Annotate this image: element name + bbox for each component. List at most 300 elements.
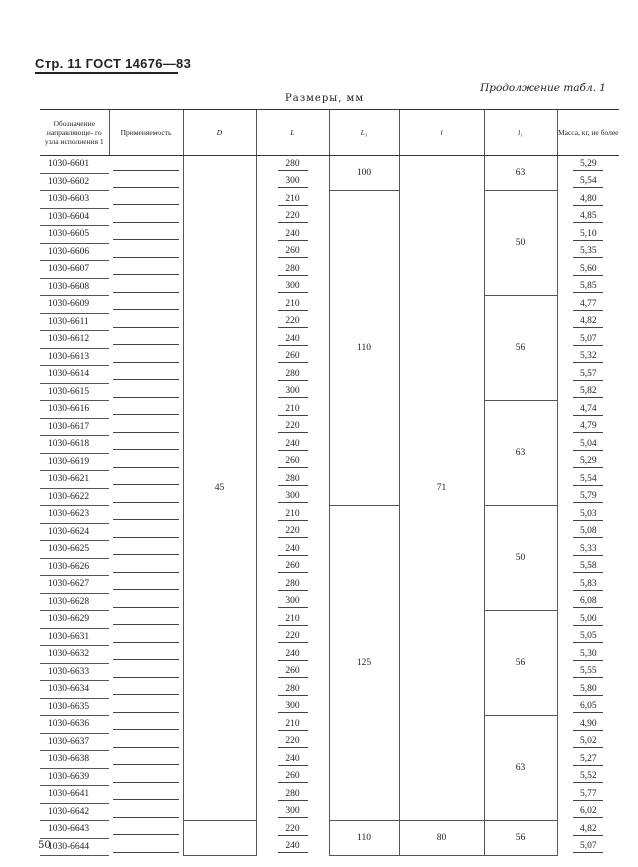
mass-value: 5,08	[573, 525, 603, 538]
application-blank-line	[113, 438, 179, 450]
L-cell	[256, 278, 329, 296]
col-designation: Обозначение направляюще- го узла исполнения 1	[40, 110, 109, 156]
designation-cell: 1030-6631	[40, 628, 109, 646]
L-cell	[256, 173, 329, 191]
L-cell	[256, 331, 329, 349]
application-blank-line	[113, 333, 179, 345]
mass-cell	[557, 576, 619, 594]
designation-cell: 1030-6614	[40, 366, 109, 384]
L-value: 220	[278, 735, 308, 748]
L-value: 240	[278, 438, 308, 451]
mass-value: 5,60	[573, 263, 603, 276]
designation-cell: 1030-6607	[40, 261, 109, 279]
L-cell	[256, 156, 329, 174]
mass-value: 6,02	[573, 805, 603, 818]
L-value: 210	[278, 613, 308, 626]
application-cell	[109, 716, 183, 734]
L-value: 260	[278, 245, 308, 258]
L-cell	[256, 681, 329, 699]
mass-cell	[557, 733, 619, 751]
application-blank-line	[113, 421, 179, 433]
L-value: 260	[278, 560, 308, 573]
mass-cell	[557, 488, 619, 506]
mass-cell	[557, 558, 619, 576]
col-mass: Масса, кг, не более	[557, 110, 619, 156]
mass-value: 5,52	[573, 770, 603, 783]
L-value: 300	[278, 700, 308, 713]
L1-cell: 100	[329, 156, 399, 191]
mass-cell	[557, 821, 619, 839]
mass-value: 5,85	[573, 280, 603, 293]
application-blank-line	[113, 491, 179, 503]
L-value: 280	[278, 683, 308, 696]
application-blank-line	[113, 456, 179, 468]
designation-cell: 1030-6608	[40, 278, 109, 296]
designation-cell: 1030-6625	[40, 541, 109, 559]
L-value: 260	[278, 350, 308, 363]
mass-cell	[557, 506, 619, 524]
mass-cell	[557, 803, 619, 821]
mass-value: 5,10	[573, 228, 603, 241]
L-value: 210	[278, 193, 308, 206]
mass-value: 5,27	[573, 753, 603, 766]
mass-value: 5,03	[573, 508, 603, 521]
application-cell	[109, 313, 183, 331]
designation-cell: 1030-6616	[40, 401, 109, 419]
L-cell	[256, 803, 329, 821]
application-cell	[109, 768, 183, 786]
L-value: 240	[278, 333, 308, 346]
mass-cell	[557, 261, 619, 279]
table-row	[40, 191, 619, 209]
mass-cell	[557, 716, 619, 734]
L-cell	[256, 208, 329, 226]
mass-value: 5,02	[573, 735, 603, 748]
designation-cell: 1030-6624	[40, 523, 109, 541]
l1-cell: 56	[484, 611, 557, 716]
application-cell	[109, 348, 183, 366]
L-cell	[256, 453, 329, 471]
application-blank-line	[113, 613, 179, 625]
mass-cell	[557, 173, 619, 191]
designation-cell: 1030-6635	[40, 698, 109, 716]
mass-cell	[557, 471, 619, 489]
mass-value: 5,57	[573, 368, 603, 381]
L1-cell: 125	[329, 506, 399, 821]
designation-cell: 1030-6628	[40, 593, 109, 611]
L-cell	[256, 786, 329, 804]
L-value: 280	[278, 788, 308, 801]
application-blank-line	[113, 508, 179, 520]
L-value: 280	[278, 368, 308, 381]
L-cell	[256, 226, 329, 244]
mass-value: 5,05	[573, 630, 603, 643]
table-row	[40, 821, 619, 839]
application-blank-line	[113, 403, 179, 415]
L-cell	[256, 401, 329, 419]
mass-cell	[557, 698, 619, 716]
L-cell	[256, 471, 329, 489]
application-blank-line	[113, 631, 179, 643]
mass-cell	[557, 786, 619, 804]
application-blank-line	[113, 176, 179, 188]
mass-cell	[557, 541, 619, 559]
application-cell	[109, 733, 183, 751]
D-cell: 45	[183, 156, 256, 821]
mass-value: 5,54	[573, 473, 603, 486]
application-blank-line	[113, 596, 179, 608]
L-value: 260	[278, 665, 308, 678]
L-cell	[256, 418, 329, 436]
application-cell	[109, 628, 183, 646]
L-value: 280	[278, 263, 308, 276]
application-blank-line	[113, 736, 179, 748]
L-value: 300	[278, 385, 308, 398]
application-cell	[109, 506, 183, 524]
application-blank-line	[113, 473, 179, 485]
application-blank-line	[113, 561, 179, 573]
application-blank-line	[113, 386, 179, 398]
l1-cell: 56	[484, 296, 557, 401]
designation-cell: 1030-6615	[40, 383, 109, 401]
L-cell	[256, 698, 329, 716]
mass-cell	[557, 348, 619, 366]
mass-cell	[557, 646, 619, 664]
mass-value: 5,33	[573, 543, 603, 556]
mass-cell	[557, 663, 619, 681]
col-L: L	[256, 110, 329, 156]
L-value: 300	[278, 490, 308, 503]
application-cell	[109, 681, 183, 699]
designation-cell: 1030-6642	[40, 803, 109, 821]
designation-cell: 1030-6636	[40, 716, 109, 734]
mass-value: 5,58	[573, 560, 603, 573]
mass-value: 5,35	[573, 245, 603, 258]
application-cell	[109, 786, 183, 804]
application-blank-line	[113, 578, 179, 590]
mass-value: 5,07	[573, 333, 603, 346]
mass-value: 4,79	[573, 420, 603, 433]
application-cell	[109, 296, 183, 314]
L-cell	[256, 628, 329, 646]
application-cell	[109, 803, 183, 821]
L-cell	[256, 611, 329, 629]
l-cell: 80	[399, 821, 484, 856]
L-value: 280	[278, 158, 308, 171]
application-cell	[109, 156, 183, 174]
table-continuation-label: Продолжение табл. 1	[480, 82, 606, 94]
mass-value: 6,05	[573, 700, 603, 713]
mass-cell	[557, 593, 619, 611]
L-cell	[256, 243, 329, 261]
designation-cell: 1030-6638	[40, 751, 109, 769]
L-cell	[256, 383, 329, 401]
l1-cell: 56	[484, 821, 557, 856]
L-value: 220	[278, 525, 308, 538]
L-value: 220	[278, 315, 308, 328]
application-cell	[109, 488, 183, 506]
L-value: 210	[278, 508, 308, 521]
L-value: 300	[278, 280, 308, 293]
L-cell	[256, 313, 329, 331]
page-number: 50	[38, 840, 51, 851]
designation-cell: 1030-6605	[40, 226, 109, 244]
L-value: 300	[278, 805, 308, 818]
mass-value: 5,32	[573, 350, 603, 363]
application-cell	[109, 576, 183, 594]
L-cell	[256, 296, 329, 314]
application-cell	[109, 278, 183, 296]
designation-cell: 1030-6618	[40, 436, 109, 454]
application-blank-line	[113, 648, 179, 660]
mass-cell	[557, 628, 619, 646]
mass-value: 4,74	[573, 403, 603, 416]
designation-cell: 1030-6611	[40, 313, 109, 331]
mass-value: 5,30	[573, 648, 603, 661]
application-blank-line	[113, 806, 179, 818]
L-cell	[256, 768, 329, 786]
col-application: Применяемость	[109, 110, 183, 156]
mass-value: 5,77	[573, 788, 603, 801]
application-blank-line	[113, 351, 179, 363]
mass-value: 5,55	[573, 665, 603, 678]
L-value: 280	[278, 473, 308, 486]
application-cell	[109, 593, 183, 611]
designation-cell: 1030-6627	[40, 576, 109, 594]
L-cell	[256, 821, 329, 839]
application-cell	[109, 208, 183, 226]
application-cell	[109, 611, 183, 629]
application-cell	[109, 436, 183, 454]
designation-cell: 1030-6637	[40, 733, 109, 751]
application-blank-line	[113, 246, 179, 258]
l1-cell: 63	[484, 156, 557, 191]
application-cell	[109, 663, 183, 681]
L-value: 300	[278, 595, 308, 608]
mass-cell	[557, 611, 619, 629]
application-cell	[109, 698, 183, 716]
L-value: 220	[278, 420, 308, 433]
application-cell	[109, 173, 183, 191]
designation-cell: 1030-6644	[40, 838, 109, 856]
designation-cell: 1030-6604	[40, 208, 109, 226]
application-blank-line	[113, 771, 179, 783]
application-blank-line	[113, 753, 179, 765]
application-cell	[109, 838, 183, 856]
mass-cell	[557, 296, 619, 314]
mass-value: 5,29	[573, 455, 603, 468]
designation-cell: 1030-6639	[40, 768, 109, 786]
L-value: 300	[278, 175, 308, 188]
L-value: 220	[278, 210, 308, 223]
application-blank-line	[113, 841, 179, 853]
application-blank-line	[113, 666, 179, 678]
L-cell	[256, 646, 329, 664]
L-cell	[256, 488, 329, 506]
mass-cell	[557, 523, 619, 541]
application-blank-line	[113, 298, 179, 310]
l-cell: 71	[399, 156, 484, 821]
L-value: 220	[278, 823, 308, 836]
designation-cell: 1030-6623	[40, 506, 109, 524]
application-cell	[109, 471, 183, 489]
designation-cell: 1030-6606	[40, 243, 109, 261]
L-cell	[256, 506, 329, 524]
application-blank-line	[113, 701, 179, 713]
L-cell	[256, 663, 329, 681]
mass-cell	[557, 383, 619, 401]
L-value: 210	[278, 403, 308, 416]
application-cell	[109, 191, 183, 209]
L-value: 240	[278, 840, 308, 853]
mass-value: 5,83	[573, 578, 603, 591]
application-blank-line	[113, 193, 179, 205]
mass-value: 4,77	[573, 298, 603, 311]
designation-cell: 1030-6602	[40, 173, 109, 191]
application-blank-line	[113, 159, 179, 171]
mass-value: 5,80	[573, 683, 603, 696]
col-L1: L₁	[329, 110, 399, 156]
L-cell	[256, 261, 329, 279]
L-cell	[256, 716, 329, 734]
L-cell	[256, 523, 329, 541]
application-cell	[109, 366, 183, 384]
mass-value: 5,82	[573, 385, 603, 398]
L-cell	[256, 191, 329, 209]
L-value: 280	[278, 578, 308, 591]
L-value: 210	[278, 298, 308, 311]
mass-cell	[557, 191, 619, 209]
l1-cell: 63	[484, 716, 557, 821]
designation-cell: 1030-6612	[40, 331, 109, 349]
mass-cell	[557, 331, 619, 349]
designation-cell: 1030-6601	[40, 156, 109, 174]
designation-cell: 1030-6629	[40, 611, 109, 629]
L-cell	[256, 558, 329, 576]
mass-value: 4,85	[573, 210, 603, 223]
parts-table	[40, 109, 619, 856]
table-row	[40, 156, 619, 174]
application-cell	[109, 331, 183, 349]
application-cell	[109, 646, 183, 664]
mass-cell	[557, 436, 619, 454]
L-cell	[256, 593, 329, 611]
L-cell	[256, 541, 329, 559]
application-cell	[109, 383, 183, 401]
mass-value: 5,00	[573, 613, 603, 626]
mass-cell	[557, 366, 619, 384]
application-cell	[109, 541, 183, 559]
application-blank-line	[113, 228, 179, 240]
l1-cell: 63	[484, 401, 557, 506]
mass-cell	[557, 838, 619, 856]
designation-cell: 1030-6634	[40, 681, 109, 699]
L-cell	[256, 366, 329, 384]
designation-cell: 1030-6613	[40, 348, 109, 366]
mass-cell	[557, 681, 619, 699]
L-value: 260	[278, 770, 308, 783]
application-blank-line	[113, 543, 179, 555]
application-cell	[109, 558, 183, 576]
mass-value: 6,08	[573, 595, 603, 608]
application-cell	[109, 401, 183, 419]
designation-cell: 1030-6609	[40, 296, 109, 314]
application-blank-line	[113, 263, 179, 275]
L-cell	[256, 838, 329, 856]
mass-value: 4,82	[573, 315, 603, 328]
L-value: 240	[278, 753, 308, 766]
mass-value: 5,07	[573, 840, 603, 853]
mass-value: 5,04	[573, 438, 603, 451]
mass-cell	[557, 226, 619, 244]
designation-cell: 1030-6632	[40, 646, 109, 664]
L-cell	[256, 751, 329, 769]
mass-cell	[557, 401, 619, 419]
D-cell	[183, 821, 256, 856]
application-blank-line	[113, 316, 179, 328]
mass-cell	[557, 156, 619, 174]
application-cell	[109, 751, 183, 769]
application-blank-line	[113, 788, 179, 800]
mass-value: 5,79	[573, 490, 603, 503]
L-cell	[256, 576, 329, 594]
designation-cell: 1030-6622	[40, 488, 109, 506]
L-value: 210	[278, 718, 308, 731]
application-cell	[109, 523, 183, 541]
designation-cell: 1030-6633	[40, 663, 109, 681]
application-blank-line	[113, 823, 179, 835]
L-value: 220	[278, 630, 308, 643]
page-header: Стр. 11 ГОСТ 14676—83	[35, 56, 191, 71]
dimensions-title: Размеры, мм	[285, 93, 365, 104]
application-cell	[109, 453, 183, 471]
designation-cell: 1030-6619	[40, 453, 109, 471]
mass-cell	[557, 313, 619, 331]
mass-cell	[557, 243, 619, 261]
application-cell	[109, 243, 183, 261]
mass-value: 4,80	[573, 193, 603, 206]
mass-cell	[557, 453, 619, 471]
application-cell	[109, 226, 183, 244]
mass-cell	[557, 768, 619, 786]
col-l: l	[399, 110, 484, 156]
mass-cell	[557, 278, 619, 296]
mass-value: 4,90	[573, 718, 603, 731]
designation-cell: 1030-6626	[40, 558, 109, 576]
L1-cell: 110	[329, 821, 399, 856]
L-value: 240	[278, 228, 308, 241]
application-blank-line	[113, 281, 179, 293]
designation-cell: 1030-6617	[40, 418, 109, 436]
L-value: 260	[278, 455, 308, 468]
mass-value: 4,82	[573, 823, 603, 836]
application-blank-line	[113, 718, 179, 730]
mass-value: 5,54	[573, 175, 603, 188]
l1-cell: 50	[484, 191, 557, 296]
designation-cell: 1030-6603	[40, 191, 109, 209]
application-cell	[109, 418, 183, 436]
table-row	[40, 506, 619, 524]
designation-cell: 1030-6621	[40, 471, 109, 489]
mass-cell	[557, 751, 619, 769]
application-blank-line	[113, 368, 179, 380]
designation-cell: 1030-6643	[40, 821, 109, 839]
application-blank-line	[113, 683, 179, 695]
designation-cell: 1030-6641	[40, 786, 109, 804]
l1-cell: 50	[484, 506, 557, 611]
L-value: 240	[278, 543, 308, 556]
application-cell	[109, 821, 183, 839]
